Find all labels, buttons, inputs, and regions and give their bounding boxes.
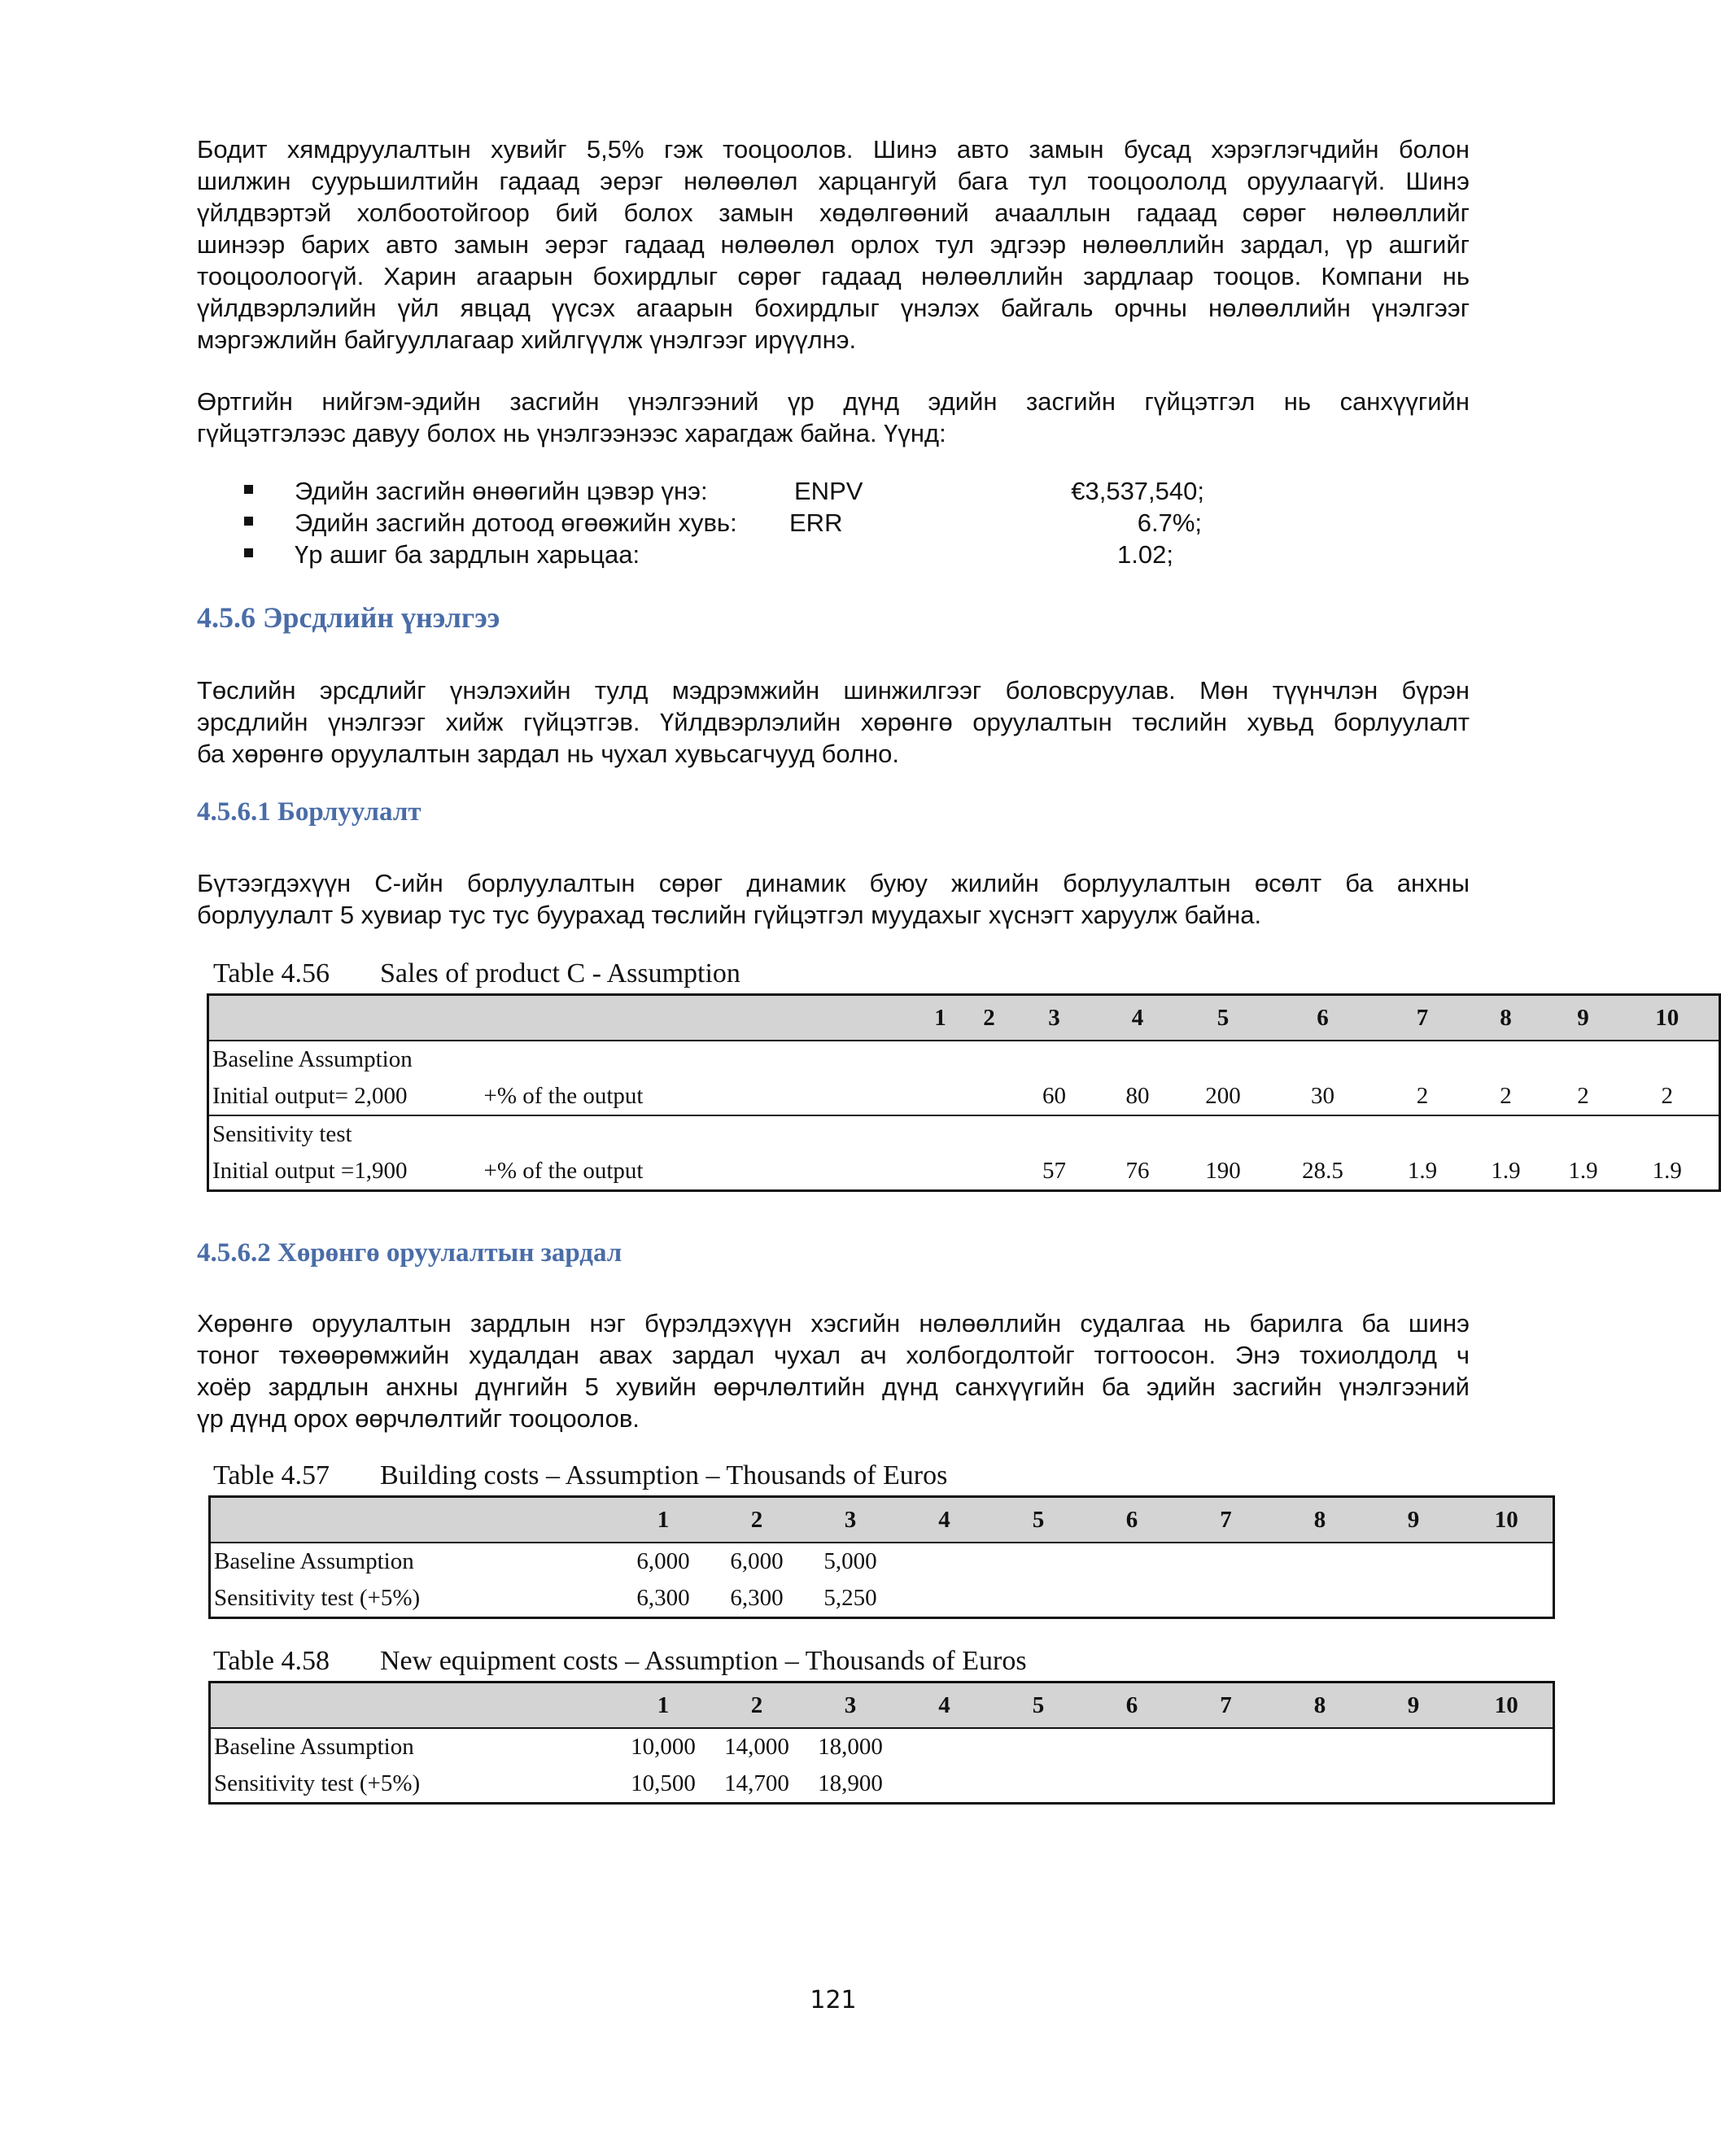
table-cell [1461, 1580, 1554, 1618]
table-cell [1179, 1765, 1273, 1804]
section-heading: 4.5.6 Эрсдлийн үнэлгээ [197, 601, 500, 634]
table-cell [992, 1543, 1085, 1580]
text-line: үйлдвэрлэлийн үйл явцад үүсэх агаарын бохирдлыг үнэлэх байгаль орчны нөлөөллийн үнэлгээг [197, 294, 1470, 322]
indicator-value: 1.02; [1117, 540, 1173, 569]
header-cell: 1 [920, 995, 961, 1041]
row-label: Initial output= 2,000 [212, 1083, 408, 1109]
table-cell [1273, 1580, 1367, 1618]
text-line: тоног төхөөрөмжийн худалдан авах зардал чухал ач холбогдолтойг тогтоосон. Энэ тохиолдолд ч [197, 1341, 1470, 1369]
table-cell: 6,300 [730, 1585, 784, 1611]
table-caption [213, 1646, 1027, 1677]
bullet-square-icon [244, 517, 253, 526]
table-cell [961, 1078, 1018, 1115]
table-cell [1367, 1765, 1461, 1804]
header-cell: 7 [1179, 1497, 1273, 1543]
table-cell: 1.9 [1652, 1158, 1682, 1184]
table-cell [898, 1580, 992, 1618]
subsection-heading: 4.5.6.1 Борлуулалт [197, 797, 422, 827]
table-row [210, 1728, 1554, 1765]
table-cell: 2 [1661, 1083, 1673, 1109]
table-cell: 2 [1500, 1083, 1512, 1109]
text-line: борлуулалт 5 хувиар тус тус буурахад төслийн гүйцэтгэл муудахыг хүснэгт харуулж байна. [197, 901, 1262, 929]
table-title: Building costs – Assumption – Thousands of Euros [380, 1460, 948, 1490]
table-cell: 1.9 [1407, 1158, 1438, 1184]
list-item [244, 507, 1221, 539]
table-cell [992, 1580, 1085, 1618]
header-cell: 3 [804, 1497, 898, 1543]
table-cell [1085, 1765, 1179, 1804]
row-label: Sensitivity test [208, 1115, 920, 1153]
bullet-square-icon [244, 548, 253, 557]
header-cell: 10 [1461, 1682, 1554, 1729]
paragraph-risk-assessment [197, 674, 1470, 770]
indicator-value: €3,537,540; [1071, 477, 1204, 505]
indicator-value: 6.7%; [1137, 508, 1202, 537]
header-cell [208, 995, 481, 1041]
text-line: Хөрөнгө оруулалтын зардлын нэг бүрэлдэхүүн хэсгийн нөлөөллийн судалгаа нь барилга ба шинэ [197, 1309, 1470, 1338]
text-line: шинээр барих авто замын эерэг гадаад нөлөөлөл орлох тул эдгээр нөлөөллийн зардал, үр ашгийг [197, 230, 1470, 259]
header-cell: 5 [1185, 995, 1262, 1041]
table-cell [898, 1543, 992, 1580]
header-cell [210, 1682, 617, 1729]
header-cell: 8 [1273, 1682, 1367, 1729]
text-line: үйлдвэртэй холбоотойгоор бий болох замын хөдөлгөөний ачааллын гадаад сөрөг нөлөөллийг [197, 199, 1470, 227]
text-line: мэргэжлийн байгууллагаар хийлгүүлж үнэлгээг ирүүлнэ. [197, 325, 857, 354]
table-cell [992, 1728, 1085, 1765]
table-cell [1367, 1728, 1461, 1765]
table-cell: 18,900 [818, 1770, 883, 1796]
indicator-label: Үр ашиг ба зардлын харьцаа: [295, 540, 640, 569]
row-label: Baseline Assumption [214, 1734, 414, 1760]
building-costs-table [208, 1495, 1555, 1619]
list-item [244, 539, 1221, 570]
header-cell: 9 [1367, 1497, 1461, 1543]
list-item [244, 475, 1221, 507]
paragraph-economic-results [197, 386, 1470, 449]
table-caption [213, 958, 740, 989]
table-cell [1179, 1580, 1273, 1618]
table-cell [961, 1153, 1018, 1191]
table-cell [1273, 1728, 1367, 1765]
header-cell: 4 [898, 1682, 992, 1729]
header-cell [481, 995, 920, 1041]
table-cell: 5,000 [823, 1548, 877, 1574]
table-title: New equipment costs – Assumption – Thousands of Euros [380, 1646, 1027, 1676]
table-row [210, 1543, 1554, 1580]
table-row [208, 1041, 1720, 1078]
table-cell: 14,700 [724, 1770, 789, 1796]
table-cell: 6,000 [730, 1548, 784, 1574]
header-cell: 5 [992, 1497, 1085, 1543]
table-number: Table 4.57 [213, 1460, 330, 1490]
text-line: гүйцэтгэлээс давуу болох нь үнэлгээнээс харагдаж байна. Үүнд: [197, 419, 946, 447]
table-cell: 57 [1042, 1158, 1066, 1184]
header-cell: 7 [1179, 1682, 1273, 1729]
text-line: Өртгийн нийгэм-эдийн засгийн үнэлгээний үр дүнд эдийн засгийн гүйцэтгэл нь санхүүгийн [197, 387, 1470, 416]
table-cell [992, 1765, 1085, 1804]
table-cell: 1.9 [1568, 1158, 1598, 1184]
indicator-label: Эдийн засгийн дотоод өгөөжийн хувь: [295, 508, 737, 537]
row-desc: +% of the output [483, 1083, 644, 1109]
header-cell: 6 [1262, 995, 1384, 1041]
table-header-row [210, 1682, 1554, 1729]
header-cell: 6 [1085, 1682, 1179, 1729]
header-cell: 10 [1461, 1497, 1554, 1543]
table-cell [1085, 1580, 1179, 1618]
header-cell: 2 [710, 1497, 804, 1543]
table-cell [920, 1078, 961, 1115]
table-cell: 200 [1205, 1083, 1241, 1109]
indicator-abbr: ENPV [794, 477, 863, 505]
header-cell: 6 [1085, 1497, 1179, 1543]
table-cell: 1.9 [1491, 1158, 1521, 1184]
table-row [208, 1078, 1720, 1115]
text-line: ба хөрөнгө оруулалтын зардал нь чухал хувьсагчууд болно. [197, 740, 899, 768]
header-cell: 10 [1616, 995, 1720, 1041]
table-cell [1179, 1728, 1273, 1765]
bullet-square-icon [244, 485, 253, 494]
text-line: үр дүнд орох өөрчлөлтийг тооцоолов. [197, 1404, 640, 1433]
subsection-heading: 4.5.6.2 Хөрөнгө оруулалтын зардал [197, 1238, 622, 1268]
table-title: Sales of product C - Assumption [380, 958, 740, 989]
table-row [210, 1580, 1554, 1618]
header-cell: 2 [710, 1682, 804, 1729]
table-cell: 10,000 [631, 1734, 696, 1760]
table-cell [1367, 1580, 1461, 1618]
table-cell: 80 [1125, 1083, 1150, 1109]
table-caption [213, 1460, 947, 1491]
table-cell: 190 [1205, 1158, 1241, 1184]
header-cell: 5 [992, 1682, 1085, 1729]
table-cell [898, 1765, 992, 1804]
text-line: тооцоолоогүй. Харин агаарын бохирдлыг сөрөг гадаад нөлөөллийн зардлаар тооцов. Компани нь [197, 262, 1470, 290]
row-label: Baseline Assumption [212, 1046, 413, 1072]
table-header-row [210, 1497, 1554, 1543]
indicator-abbr: ERR [789, 508, 843, 537]
table-cell [898, 1728, 992, 1765]
table-cell [920, 1153, 961, 1191]
page-number: 121 [810, 1986, 857, 2014]
header-cell: 8 [1273, 1497, 1367, 1543]
header-cell: 1 [617, 1497, 710, 1543]
table-cell: 10,500 [631, 1770, 696, 1796]
header-cell: 1 [617, 1682, 710, 1729]
table-cell: 6,000 [636, 1548, 690, 1574]
text-line: хоёр зардлын анхны дүнгийн 5 хувийн өөрчлөлтийн дүнд санхүүгийн ба эдийн засгийн үнэлгээний [197, 1373, 1470, 1401]
equipment-costs-table [208, 1681, 1555, 1805]
table-cell [1085, 1728, 1179, 1765]
table-cell: 2 [1416, 1083, 1429, 1109]
row-label: Sensitivity test (+5%) [214, 1585, 421, 1611]
table-cell: 14,000 [724, 1734, 789, 1760]
table-cell: 60 [1042, 1083, 1066, 1109]
table-cell: 28.5 [1302, 1158, 1343, 1184]
table-cell: 18,000 [818, 1734, 883, 1760]
text-line: Бүтээгдэхүүн С-ийн борлуулалтын сөрөг динамик буюу жилийн борлуулалтын өсөлт ба анхны [197, 869, 1470, 897]
header-cell: 3 [1018, 995, 1091, 1041]
row-label: Sensitivity test (+5%) [214, 1770, 421, 1796]
header-cell: 7 [1384, 995, 1461, 1041]
table-cell [1085, 1543, 1179, 1580]
table-row [210, 1765, 1554, 1804]
table-cell: 76 [1125, 1158, 1150, 1184]
table-row [208, 1153, 1720, 1191]
header-cell: 4 [1091, 995, 1185, 1041]
table-cell [1367, 1543, 1461, 1580]
table-cell: 6,300 [636, 1585, 690, 1611]
row-desc: +% of the output [483, 1158, 644, 1184]
table-row [208, 1115, 1720, 1153]
economic-indicators-list [244, 475, 1221, 570]
paragraph-sales [197, 867, 1470, 931]
text-line: Төслийн эрсдлийг үнэлэхийн тулд мэдрэмжийн шинжилгээг боловсруулав. Мөн түүнчлэн бүрэн [197, 676, 1470, 705]
row-label: Baseline Assumption [214, 1548, 414, 1574]
table-number: Table 4.58 [213, 1646, 330, 1676]
text-line: эрсдлийн үнэлгээг хийж гүйцэтгэв. Үйлдвэрлэлийн хөрөнгө оруулалтын төслийн хувьд борлуулалт [197, 708, 1470, 736]
header-cell: 4 [898, 1497, 992, 1543]
table-cell [1461, 1765, 1554, 1804]
paragraph-discount-rate [197, 133, 1470, 356]
text-line: шилжин суурьшилтийн гадаад эерэг нөлөөлөл харцангуй бага тул тооцоололд оруулаагүй. Шинэ [197, 167, 1470, 195]
header-cell: 8 [1461, 995, 1551, 1041]
header-cell: 9 [1367, 1682, 1461, 1729]
table-cell [1273, 1543, 1367, 1580]
table-cell [1179, 1543, 1273, 1580]
header-cell [210, 1497, 617, 1543]
header-cell: 2 [961, 995, 1018, 1041]
header-cell: 9 [1551, 995, 1616, 1041]
table-cell: 5,250 [823, 1585, 877, 1611]
paragraph-investment-costs [197, 1307, 1470, 1434]
table-header-row [208, 995, 1720, 1041]
header-cell: 3 [804, 1682, 898, 1729]
table-cell: 30 [1311, 1083, 1334, 1109]
table-number: Table 4.56 [213, 958, 330, 989]
table-cell [1461, 1543, 1554, 1580]
table-cell: 2 [1577, 1083, 1589, 1109]
text-line: Бодит хямдруулалтын хувийг 5,5% гэж тооцоолов. Шинэ авто замын бусад хэрэглэгчдийн болон [197, 135, 1470, 164]
table-cell [1273, 1765, 1367, 1804]
table-cell [1461, 1728, 1554, 1765]
indicator-label: Эдийн засгийн өнөөгийн цэвэр үнэ: [295, 477, 708, 505]
sales-table [207, 993, 1721, 1192]
row-label: Initial output =1,900 [212, 1158, 408, 1184]
